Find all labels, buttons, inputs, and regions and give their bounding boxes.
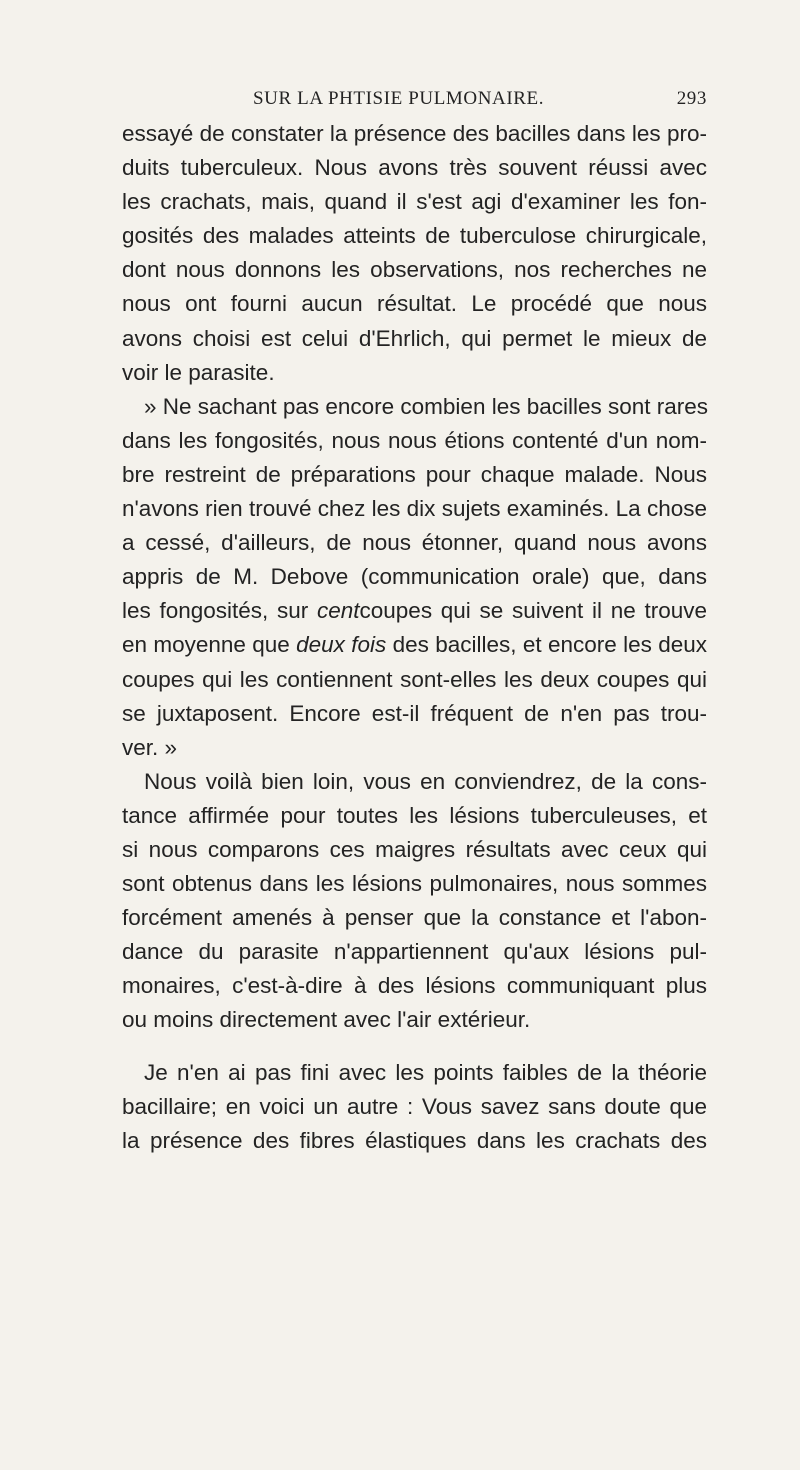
running-head xyxy=(122,88,707,112)
paragraph-3 xyxy=(122,765,707,1038)
line-text-before: en moyenne que xyxy=(122,632,297,658)
line-text-before: les fongosités, sur xyxy=(122,598,317,624)
text-line: voir le parasite. xyxy=(122,359,275,385)
text-line: essayé de constater la présence des bacilles dans les pro- xyxy=(122,121,707,146)
line-text-after: des bacilles, et encore les deux xyxy=(386,632,707,658)
text-line: Nous voilà bien loin, vous en conviendrez, de la cons- xyxy=(144,768,707,794)
text-line: forcément amenés à penser que la constance et l'abon- xyxy=(122,905,707,931)
text-line: Je n'en ai pas fini avec les points faibles de la théorie xyxy=(144,1059,707,1085)
italic-emphasis: cent xyxy=(316,598,360,624)
text-line: a cessé, d'ailleurs, de nous étonner, quand nous avons xyxy=(122,530,707,556)
text-line: nous ont fourni aucun résultat. Le procédé que nous xyxy=(122,291,707,317)
text-line: gosités des malades atteints de tuberculose chirurgicale, xyxy=(122,223,707,249)
text-line: la présence des fibres élastiques dans les crachats des xyxy=(122,1127,707,1153)
italic-emphasis: deux fois xyxy=(296,632,387,658)
text-line: » Ne sachant pas encore combien les bacilles sont rares xyxy=(144,393,709,419)
text-line: si nous comparons ces maigres résultats avec ceux qui xyxy=(122,836,707,862)
text-line: monaires, c'est-à-dire à des lésions communiquant plus xyxy=(122,973,707,999)
paragraph-4 xyxy=(122,1056,707,1158)
text-line: ver. » xyxy=(122,734,178,760)
text-line: dance du parasite n'appartiennent qu'aux lésions pul- xyxy=(122,939,707,965)
page-number: 293 xyxy=(676,88,707,109)
text-line: coupes qui les contiennent sont-elles les deux coupes qui xyxy=(122,666,707,692)
line-text-after: coupes qui se suivent il ne trouve xyxy=(359,598,707,624)
text-line: appris de M. Debove (communication orale) que, dans xyxy=(122,564,707,590)
text-line: tance affirmée pour toutes les lésions tuberculeuses, et xyxy=(122,802,707,828)
text-line: avons choisi est celui d'Ehrlich, qui permet le mieux de xyxy=(122,325,707,351)
text-line: duits tuberculeux. Nous avons très souvent réussi avec xyxy=(122,155,707,181)
text-line: dans les fongosités, nous nous étions contenté d'un nom- xyxy=(122,427,707,453)
paragraph-2-quote xyxy=(122,390,707,765)
text-line: les crachats, mais, quand il s'est agi d'examiner les fon- xyxy=(122,189,707,215)
text-line: bre restreint de préparations pour chaque malade. Nous xyxy=(122,461,707,487)
text-line: dont nous donnons les observations, nos recherches ne xyxy=(122,257,707,283)
text-line: n'avons rien trouvé chez les dix sujets examinés. La chose xyxy=(122,496,707,522)
running-title: SUR LA PHTISIE PULMONAIRE. xyxy=(253,88,545,109)
text-line: bacillaire; en voici un autre : Vous savez sans doute que xyxy=(122,1093,707,1119)
text-line-with-italic xyxy=(122,594,707,628)
paragraph-1 xyxy=(122,117,707,390)
text-line: ou moins directement avec l'air extérieur. xyxy=(122,1007,531,1033)
text-line-with-italic xyxy=(122,628,707,662)
body-text xyxy=(122,117,707,1158)
text-line: se juxtaposent. Encore est-il fréquent de n'en pas trou- xyxy=(122,700,707,726)
text-line: sont obtenus dans les lésions pulmonaires, nous sommes xyxy=(122,871,707,897)
